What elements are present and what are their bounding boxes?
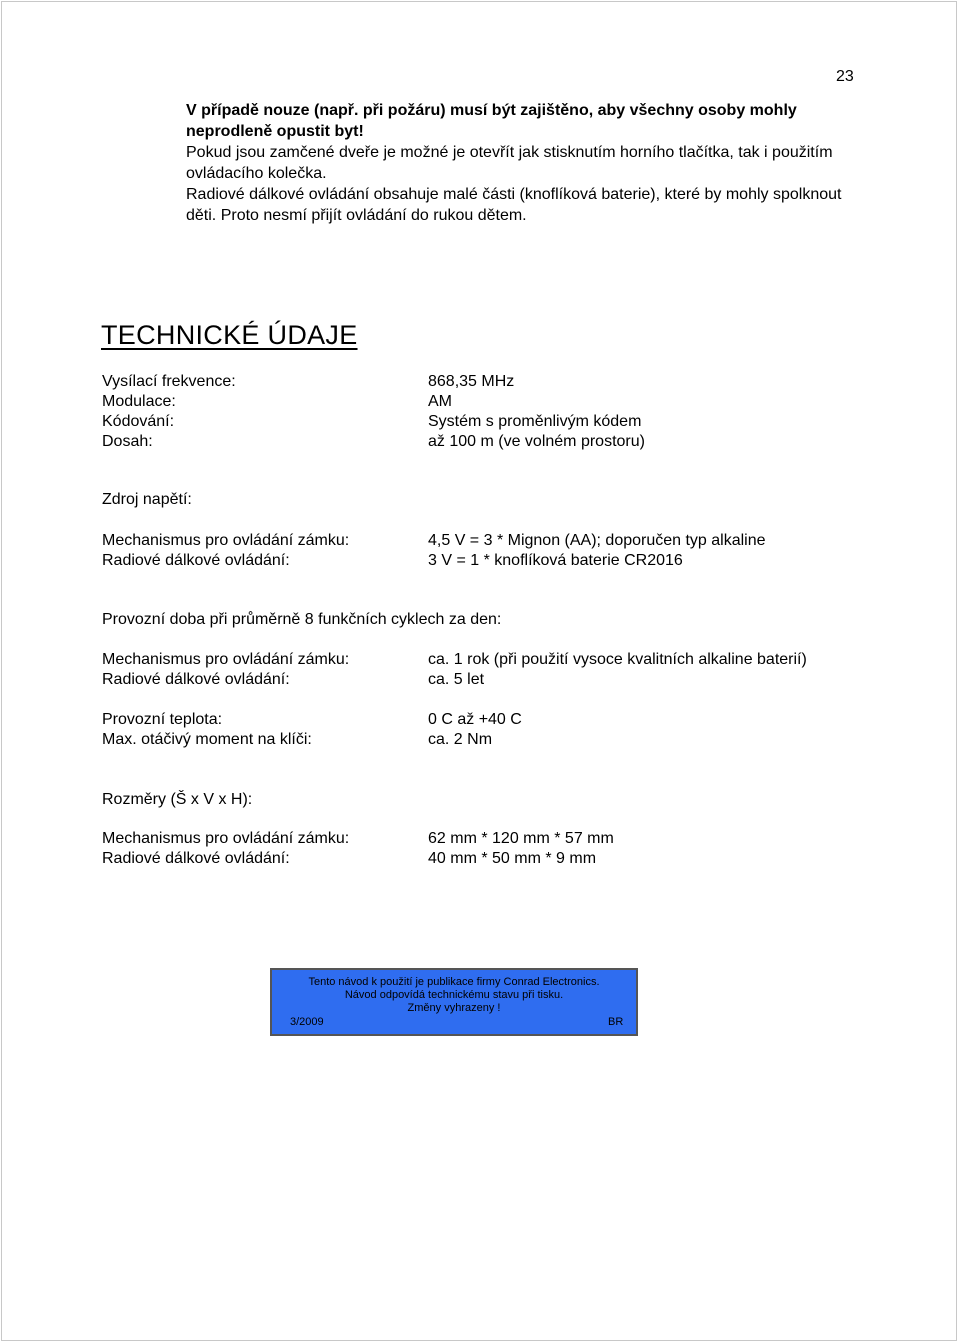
dimensions-label: Mechanismus pro ovládání zámku: xyxy=(102,830,350,847)
footer-code: BR xyxy=(608,1016,624,1028)
emergency-warning: V případě nouze (např. při požáru) musí být zajištěno, aby všechny osoby mohly neprodleně opustit byt! xyxy=(186,102,797,140)
power-value: 3 V = 1 * knoflíková baterie CR2016 xyxy=(428,552,683,569)
misc-label: Max. otáčivý moment na klíči: xyxy=(102,731,312,748)
dimensions-label: Radiové dálkové ovládání: xyxy=(102,850,290,867)
footer-date: 3/2009 xyxy=(290,1016,324,1028)
spec-value: 868,35 MHz xyxy=(428,373,515,390)
misc-value: 0 C až +40 C xyxy=(428,711,522,728)
intro-paragraph-door: Pokud jsou zamčené dveře je možné je otevřít jak stisknutím horního tlačítka, tak i použitím ovládacího kolečka. xyxy=(186,144,833,182)
section-title: TECHNICKÉ ÚDAJE xyxy=(101,320,358,350)
footer-line-changes: Změny vyhrazeny ! xyxy=(407,1002,501,1014)
power-heading: Zdroj napětí: xyxy=(102,491,192,508)
power-label: Radiové dálkové ovládání: xyxy=(102,552,290,569)
operation-label: Mechanismus pro ovládání zámku: xyxy=(102,651,350,668)
spec-value: AM xyxy=(428,393,452,410)
operation-value: ca. 1 rok (při použití vysoce kvalitních alkaline baterií) xyxy=(428,651,807,668)
footer-line-state: Návod odpovídá technickému stavu při tisku. xyxy=(344,989,564,1001)
spec-label: Kódování: xyxy=(102,413,175,430)
spec-value: až 100 m (ve volném prostoru) xyxy=(428,433,645,450)
spec-label: Vysílací frekvence: xyxy=(102,373,236,390)
dimensions-heading: Rozměry (Š x V x H): xyxy=(102,791,253,808)
intro-paragraph-child-safety: Radiové dálkové ovládání obsahuje malé části (knoflíková baterie), které by mohly spolknout děti. Proto nesmí přijít ovládání do rukou dětem. xyxy=(186,186,842,224)
footer-line-publisher: Tento návod k použití je publikace firmy Conrad Electronics. xyxy=(308,976,600,988)
operation-value: ca. 5 let xyxy=(428,671,485,688)
publisher-footer-box xyxy=(270,968,638,1036)
intro-section xyxy=(186,100,866,226)
page-number: 23 xyxy=(836,68,854,85)
spec-value: Systém s proměnlivým kódem xyxy=(428,413,642,430)
operation-label: Radiové dálkové ovládání: xyxy=(102,671,290,688)
dimensions-value: 62 mm * 120 mm * 57 mm xyxy=(428,830,614,847)
misc-value: ca. 2 Nm xyxy=(428,731,493,748)
spec-label: Modulace: xyxy=(102,393,176,410)
misc-label: Provozní teplota: xyxy=(102,711,223,728)
operation-heading: Provozní doba při průměrně 8 funkčních cyklech za den: xyxy=(102,611,502,628)
power-label: Mechanismus pro ovládání zámku: xyxy=(102,532,350,549)
dimensions-value: 40 mm * 50 mm * 9 mm xyxy=(428,850,597,867)
spec-label: Dosah: xyxy=(102,433,153,450)
power-value: 4,5 V = 3 * Mignon (AA); doporučen typ alkaline xyxy=(428,532,766,549)
